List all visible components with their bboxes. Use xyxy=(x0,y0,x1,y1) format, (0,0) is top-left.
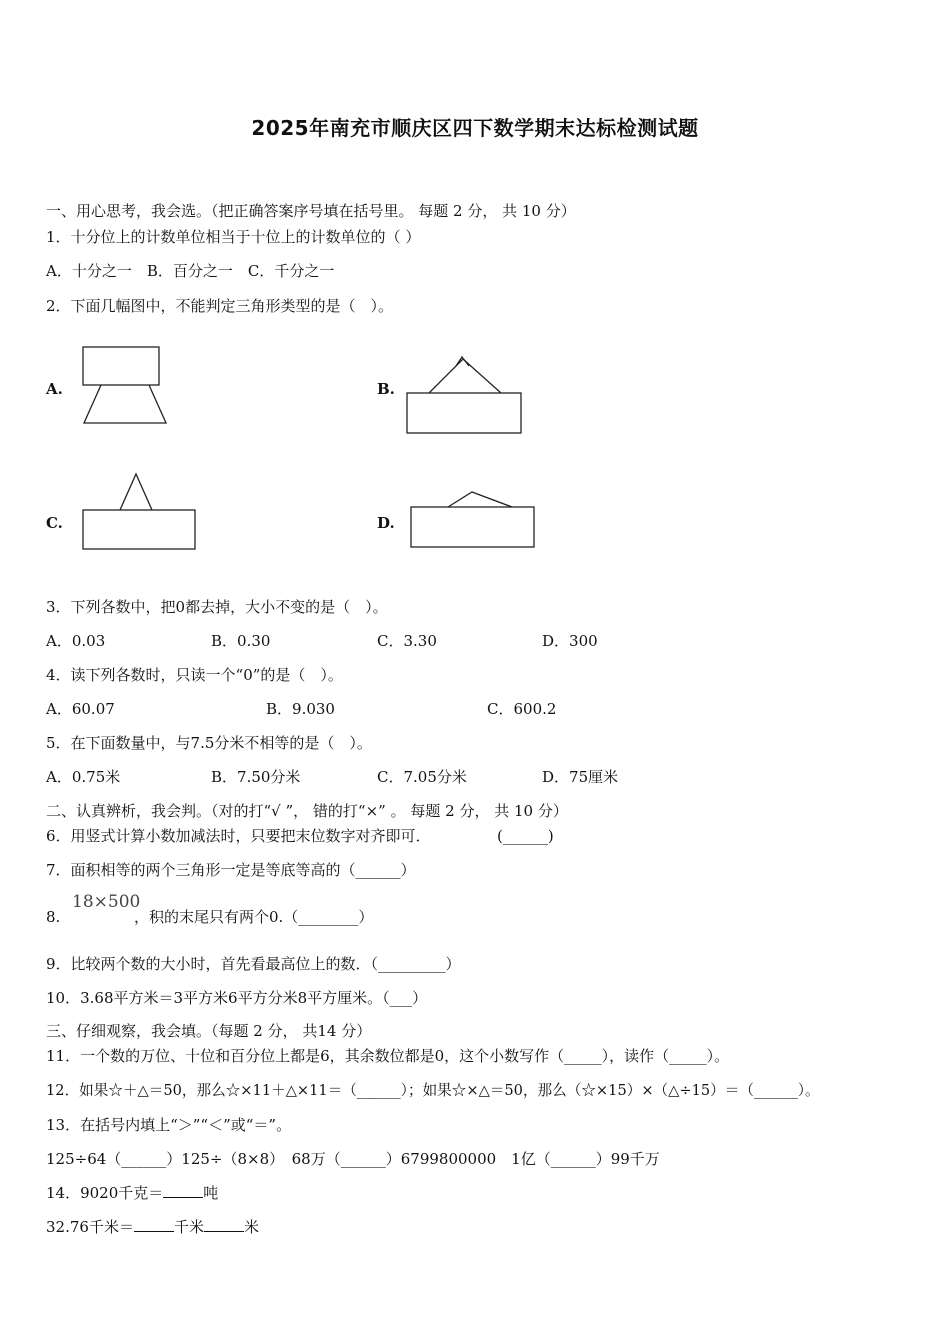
figure-c-label: C. xyxy=(46,514,63,532)
figure-b xyxy=(407,357,521,433)
question-14-text-a: 14．9020千克＝ xyxy=(46,1184,164,1202)
figure-b-label: B. xyxy=(377,380,395,398)
question-11: 11．一个数的万位、十位和百分位上都是6，其余数位都是0，这个小数写作（_____），读作（_____）。 xyxy=(46,1047,730,1065)
section-1-header: 一、用心思考，我会选。（把正确答案序号填在括号里。 每题 2 分， 共 10 分） xyxy=(46,202,576,220)
question-4-stem: 4．读下列各数时，只读一个“0”的是（ ）。 xyxy=(46,666,343,684)
question-3-stem: 3．下列各数中，把0都去掉，大小不变的是（ ）。 xyxy=(46,598,388,616)
question-14-text-b: 32.76千米＝ xyxy=(46,1218,134,1236)
question-14-unit-ton: 吨 xyxy=(203,1184,219,1202)
answer-blank-m[interactable] xyxy=(204,1217,244,1232)
question-2-stem: 2．下面几幅图中，不能判定三角形类型的是（ ）。 xyxy=(46,297,394,315)
question-3-option-c: C．3.30 xyxy=(377,632,437,650)
question-4-option-a: A．60.07 xyxy=(46,700,115,718)
question-5-option-b: B．7.50分米 xyxy=(211,768,301,786)
question-3-option-b: B．0.30 xyxy=(211,632,271,650)
question-1-options: A．十分之一 B．百分之一 C．千分之一 xyxy=(46,262,335,280)
question-5-option-c: C．7.05分米 xyxy=(377,768,467,786)
answer-blank-km[interactable] xyxy=(134,1217,174,1232)
answer-blank-tons[interactable] xyxy=(163,1183,203,1198)
question-3-option-a: A．0.03 xyxy=(46,632,106,650)
figure-c xyxy=(83,474,195,549)
question-14-line-1 xyxy=(46,1183,218,1203)
question-8-number: 8. xyxy=(46,908,61,926)
question-6-answer-blank[interactable]: (______) xyxy=(497,827,554,845)
question-6: 6．用竖式计算小数加减法时，只要把末位数字对齐即可． xyxy=(46,827,431,845)
question-13-items: 125÷64（______）125÷（8×8） 68万（______）6799800000 1亿（______）99千万 xyxy=(46,1150,660,1168)
question-14-line-2 xyxy=(46,1217,259,1237)
question-5-option-a: A．0.75米 xyxy=(46,768,121,786)
figure-d-label: D. xyxy=(377,514,395,532)
question-8-expression: 18×500 xyxy=(72,892,141,912)
section-3-header: 三、仔细观察，我会填。（每题 2 分， 共14 分） xyxy=(46,1022,372,1040)
question-12: 12．如果☆＋△＝50，那么☆×11＋△×11＝（______）；如果☆×△＝50，那么（☆×15）×（△÷15）＝（______）。 xyxy=(46,1082,820,1099)
question-10: 10．3.68平方米＝3平方米6平方分米8平方厘米。（___） xyxy=(46,989,428,1007)
figure-a xyxy=(83,347,166,423)
question-3-option-d: D．300 xyxy=(542,632,598,650)
section-2-header: 二、认真辨析，我会判。（对的打“√ ”， 错的打“×” 。 每题 2 分， 共 10 分） xyxy=(46,802,568,820)
question-8-text: ，积的末尾只有两个0.（________） xyxy=(134,908,374,926)
question-14-unit-m: 米 xyxy=(243,1218,259,1236)
figure-a-label: A. xyxy=(46,380,63,398)
question-5-option-d: D．75厘米 xyxy=(542,768,619,786)
question-5-stem: 5．在下面数量中，与7.5分米不相等的是（ ）。 xyxy=(46,734,372,752)
page-title: 2025年南充市顺庆区四下数学期末达标检测试题 xyxy=(251,116,699,140)
question-9: 9．比较两个数的大小时，首先看最高位上的数．（_________） xyxy=(46,955,461,973)
question-1-stem: 1．十分位上的计数单位相当于十位上的计数单位的（ ） xyxy=(46,228,421,246)
question-4-option-b: B．9.030 xyxy=(266,700,335,718)
question-7: 7．面积相等的两个三角形一定是等底等高的（______） xyxy=(46,861,416,879)
question-14-unit-km: 千米 xyxy=(173,1218,204,1236)
question-13: 13．在括号内填上“＞”“＜”或“＝”。 xyxy=(46,1116,292,1134)
figure-d xyxy=(411,492,534,547)
question-4-option-c: C．600.2 xyxy=(487,700,557,718)
